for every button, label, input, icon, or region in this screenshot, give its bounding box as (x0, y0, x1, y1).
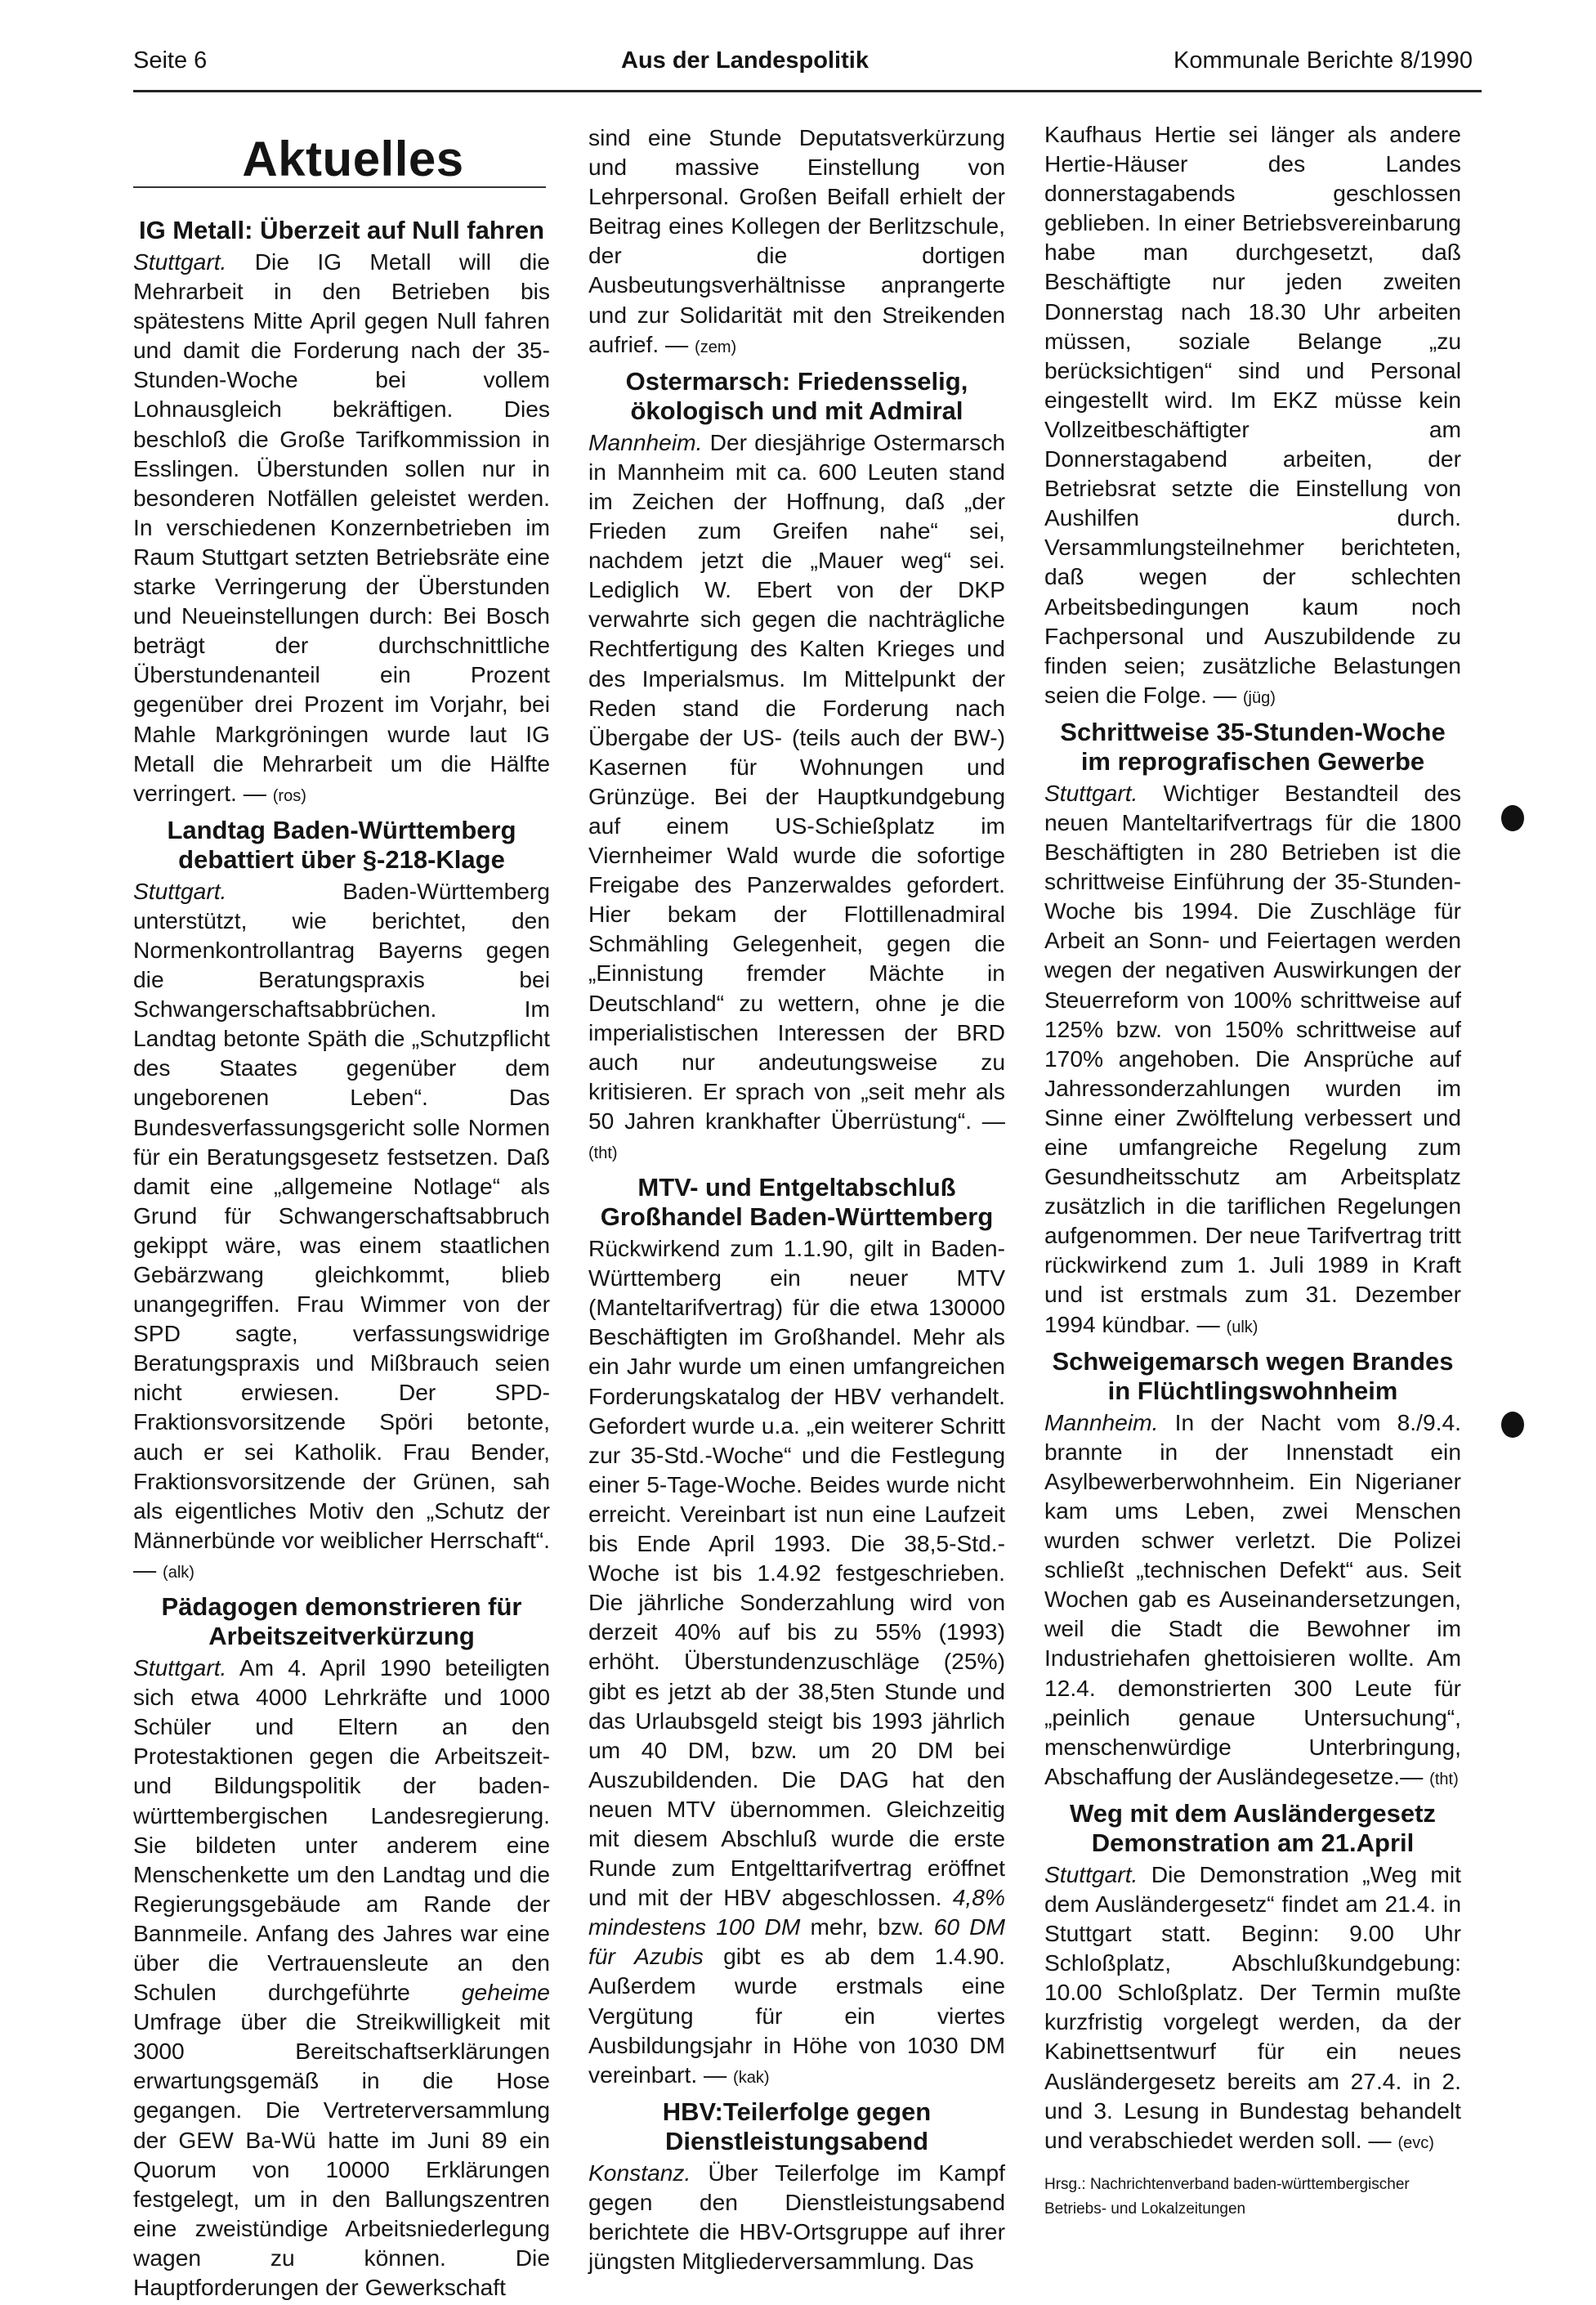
column-1 (133, 123, 550, 2305)
column-2 (588, 123, 1005, 2279)
publication-title: Kommunale Berichte 8/1990 (1174, 47, 1473, 74)
author-sig: (evc) (1397, 2133, 1434, 2152)
body-text: Wichtiger Bestandteil des neuen Manteltarifvertrags für die 1800 Beschäftigten in 280 Betrieben ist die schrittweise Einführung der 35-Stunden-Woche bis 1994. Die Zuschläge für Arbeit an Sonn- und Feiertagen werden wegen der negativen Auswirkungen der Steuerreform von 100% schrittweise auf 125% bzw. von 150% schrittweise auf 170% angehoben. Die Ansprüche auf Jahressonderzahlungen wurden im Sinne einer Zwölftelung verbessert und eine umfangreiche Regelung zum Gesundheitsschutz am Arbeitsplatz zusätzlich in die tariflichen Regelungen aufgenommen. Der neue Tarifvertrag tritt rückwirkend zum 1. Juli 1989 in Kraft und ist erstmals zum 31. Dezember 1994 kündbar. — (1044, 779, 1461, 1337)
author-sig: (ros) (272, 786, 306, 805)
author-sig: (zem) (695, 338, 737, 356)
body-text: mehr, bzw. (800, 1913, 934, 1940)
dateline: Mannheim. (588, 428, 703, 455)
author-sig: (tht) (1429, 1770, 1459, 1788)
body-text: gibt es ab dem 1.4.90. Außerdem wurde erstmals eine Vergütung für ein viertes Ausbildungsjahr in Höhe von 1030 DM vereinbart. — (588, 1943, 1005, 2088)
article-body-hbv-cont (1044, 119, 1461, 713)
kicker-heading: Aktuelles (242, 132, 464, 186)
article-title-auslaender: Weg mit dem Ausländergesetz Demonstration am 21.April (1070, 1798, 1436, 1857)
body-text: Über Teilerfolge im Kampf gegen den Dienstleistungsabend berichtete die HBV-Ortsgruppe auf ihrer jüngsten Mitgliederversammlung. Das (588, 2159, 1005, 2275)
dateline: Konstanz. (588, 2159, 691, 2186)
article-body-paedagogen-cont (588, 123, 1005, 362)
dateline: Stuttgart. (1044, 1860, 1138, 1887)
author-sig: (alk) (163, 1563, 194, 1582)
body-text: Umfrage über die Streikwilligkeit mit 3000 Bereitschaftserklärungen erwartungsgemäß in die Hose gegangen. Die Vertreterversammlung der GEW Ba-Wü hatte im Juni 89 ein Quorum von 10000 Erklärungen festgelegt, um in den Ballungszentren eine zweistündige Arbeitsniederlegung wagen zu können. Die Hauptforderungen der Gewerkschaft (133, 2008, 550, 2300)
article-body-landtag (133, 876, 550, 1587)
body-text: In der Nacht vom 8./9.4. brannte in der Innenstadt ein Asylbewerberwohnheim. Ein Nigerianer kam ums Leben, zwei Menschen wurden schwer verletzt. Die Polizei schließt „technischen Defekt“ aus. Seit Wochen gab es Auseinandersetzungen, weil die Stadt die Bewohner im Industriehafen ghettoisieren wollte. Am 12.4. demonstrierten 300 Leute für „peinlich genaue Untersuchung“, menschenwürdige Unterbringung, Abschaffung der Ausländegesetze.— (1044, 1408, 1461, 1789)
article-title-paedagogen: Pädagogen demonstrieren für Arbeitszeitverkürzung (161, 1592, 522, 1651)
author-sig: (ulk) (1226, 1318, 1258, 1336)
article-title-schrittweise: Schrittweise 35-Stunden-Woche im reprografischen Gewerbe (1060, 717, 1446, 776)
dateline: Mannheim. (1044, 1408, 1159, 1435)
emphasis-text: 60 DM für Azubis (588, 1913, 1005, 1970)
dateline: Stuttgart. (1044, 779, 1138, 806)
article-body-schrittweise (1044, 778, 1461, 1342)
body-text: Die IG Metall will die Mehrarbeit in den Betrieben bis spätestens Mitte April gegen Null fahren und damit die Forderung nach der 35-Stunden-Woche bei vollem Lohnausgleich bekräftigen. Dies beschloß die Große Tarifkommission in Esslingen. Überstunden sollen nur in besonderen Notfällen geleistet werden. In verschiedenen Konzernbetrieben im Raum Stuttgart setzten Betriebsräte eine starke Verringerung der Überstunden und Neueinstellungen durch: Bei Bosch beträgt der durchschnittliche Überstundenanteil ein Prozent gegenüber drei Prozent im Vorjahr, bei Mahle Markgröningen wurde laut IG Metall die Mehrarbeit um die Hälfte verringert. — (133, 248, 550, 806)
dateline: Stuttgart. (133, 248, 227, 275)
author-sig: (kak) (733, 2068, 770, 2087)
article-title-landtag: Landtag Baden-Württemberg debattiert über §-218-Klage (167, 815, 516, 874)
author-sig: (jüg) (1242, 688, 1276, 707)
punch-hole-mark (1501, 1412, 1524, 1438)
page-number: Seite 6 (133, 47, 208, 74)
article-body-hbv (588, 2158, 1005, 2276)
article-title-igmetall: IG Metall: Überzeit auf Null fahren (138, 216, 545, 244)
article-title-ostermarsch: Ostermarsch: Friedensselig, ökologisch und mit Admiral (625, 366, 968, 425)
article-body-igmetall (133, 247, 550, 811)
dateline: Stuttgart. (133, 877, 227, 904)
emphasis-text: geheime (461, 1979, 550, 2006)
emphasis-text: 4,8% mindestens 100 DM (588, 1884, 1005, 1940)
article-body-mtv (588, 1233, 1005, 2092)
article-body-ostermarsch (588, 427, 1005, 1168)
imprint: Hrsg.: Nachrichtenverband baden-württembergischer Betriebs- und Lokalzeitungen (1044, 2175, 1410, 2218)
header-rule (133, 90, 1482, 92)
body-text: Die Demonstration „Weg mit dem Ausländergesetz“ findet am 21.4. in Stuttgart statt. Beginn: 9.00 Uhr Schloßplatz, Abschlußkundgebung: 10.00 Schloßplatz. Der Termin mußte kurzfristig vorgelegt werden, da der Kabinettsentwurf für ein neues Ausländergesetz bereits am 27.4. in 2. und 3. Lesung in Bundestag behandelt und verabschiedet werden soll. — (1044, 1860, 1461, 2153)
body-text: Baden-Württemberg unterstützt, wie berichtet, den Normenkontrollantrag Bayerns gegen die Beratungspraxis bei Schwangerschaftsabbrüchen. Im Landtag betonte Späth die „Schutzpflicht des Staates gegenüber dem ungeborenen Leben“. Das Bundesverfassungsgericht solle Normen für ein Beratungsgesetz festsetzen. Daß damit eine „allgemeine Notlage“ als Grund für Schwangerschaftsabbruch gekippt wäre, was einem staatlichen Gebärzwang gleichkommt, blieb unangegriffen. Frau Wimmer von der SPD sagte, verfassungswidrige Beratungspraxis und Mißbrauch seien nicht erwiesen. Der SPD-Fraktionsvorsitzende Spöri betonte, auch er sei Katholik. Frau Bender, Fraktionsvorsitzende der Grünen, sah als eigentliches Motiv den „Schutz der Männerbünde vor weiblicher Herrschaft“. — (133, 877, 550, 1582)
article-body-auslaender (1044, 1860, 1461, 2158)
dateline: Stuttgart. (133, 1654, 227, 1681)
body-text: Rückwirkend zum 1.1.90, gilt in Baden-Württemberg ein neuer MTV (Manteltarifvertrag) für die etwa 130000 Beschäftigten im Großhandel. Mehr als ein Jahr wurde um einen umfangreichen Forderungskatalog der HBV verhandelt. Gefordert wurde u.a. „ein weiterer Schritt zur 35-Std.-Woche“ und die Festlegung einer 5-Tage-Woche. Beides wurde nicht erreicht. Vereinbart ist nun eine Laufzeit bis Ende April 1993. Die 38,5-Std.-Woche ist bis 1.4.92 festgeschrieben. Die jährliche Sonderzahlung wird von derzeit 40% auf bis zu 55% (1993) erhöht. Überstundenzuschläge (25%) gibt es jetzt ab der 38,5ten Stunde und das Urlaubsgeld steigt bis 1993 jährlich um 40 DM, bzw. um 20 DM bei Auszubildenden. Die DAG hat den neuen MTV übernommen. Gleichzeitig mit diesem Abschluß wurde die erste Runde zum Entgelttarifvertrag eröffnet und mit der HBV abgeschlossen. (588, 1235, 1005, 1911)
article-title-hbv: HBV:Teilerfolge gegen Dienstleistungsabend (662, 2097, 932, 2155)
column-3 (1044, 119, 1461, 2222)
body-text: Kaufhaus Hertie sei länger als andere Hertie-Häuser des Landes donnerstagabends geschlossen geblieben. In einer Betriebsvereinbarung habe man durchgesetzt, daß Beschäftigte nur jeden zweiten Donnerstag nach 18.30 Uhr arbeiten müssen, soziale Belange „zu berücksichtigen“ sind und Personal eingestellt wird. Im EKZ müsse kein Vollzeitbeschäftigter am Donnerstagabend arbeiten, der Betriebsrat setzte die Einstellung von Aushilfen durch. Versammlungsteilnehmer berichteten, daß wegen der schlechten Arbeitsbedingungen kaum noch Fachpersonal und Auszubildende zu finden seien; zusätzliche Belastungen seien die Folge. — (1044, 121, 1461, 708)
body-text: Der diesjährige Ostermarsch in Mannheim mit ca. 600 Leuten stand im Zeichen der Hoffnung, daß „der Frieden zum Greifen nahe“ sei, nachdem jetzt die „Mauer weg“ sei. Lediglich W. Ebert von der DKP verwahrte sich gegen die nachträgliche Rechtfertigung des Kalten Krieges und des Imperialsmus. Im Mittelpunkt der Reden stand die Forderung nach Übergabe der US- (teils auch der BW-) Kasernen für Wohnungen und Grünzüge. Bei der Hauptkundgebung auf einem US-Schießplatz im Viernheimer Wald wurde die sofortige Freigabe des Panzerwaldes gefordert. Hier bekam der Flottillenadmiral Schmähling Gelegenheit, gegen die „Einnistung fremder Mächte in Deutschland“ zu wettern, ohne je die imperialistischen Interessen der BRD auch nur andeutungsweise zu kritisieren. Er sprach von „seit mehr als 50 Jahren krankhafter Überrüstung“. — (588, 428, 1005, 1134)
article-title-schweigemarsch: Schweigemarsch wegen Brandes in Flüchtlingswohnheim (1052, 1346, 1454, 1405)
section-title: Aus der Landespolitik (621, 47, 869, 74)
article-body-paedagogen (133, 1653, 550, 2302)
punch-hole-mark (1501, 805, 1524, 831)
article-title-mtv: MTV- und Entgeltabschluß Großhandel Baden-Württemberg (600, 1173, 994, 1232)
body-text: Am 4. April 1990 beteiligten sich etwa 4000 Lehrkräfte und 1000 Schüler und Eltern an den Protestaktionen gegen die Arbeitszeit- und Bildungspolitik der baden-württembergischen Landesregierung. Sie bildeten unter anderem eine Menschenkette um den Landtag und die Regierungsgebäude am Rande der Bannmeile. Anfang des Jahres war eine über die Vertrauensleute an den Schulen durchgeführte (133, 1654, 550, 2006)
article-body-schweigemarsch (1044, 1408, 1461, 1794)
author-sig: (tht) (588, 1144, 618, 1162)
body-text: sind eine Stunde Deputatsverkürzung und massive Einstellung von Lehrpersonal. Großen Beifall erhielt der Beitrag eines Kollegen der Berlitzschule, der die dortigen Ausbeutungsverhältnisse anprangerte und zur Solidarität mit den Streikenden aufrief. — (588, 124, 1005, 357)
